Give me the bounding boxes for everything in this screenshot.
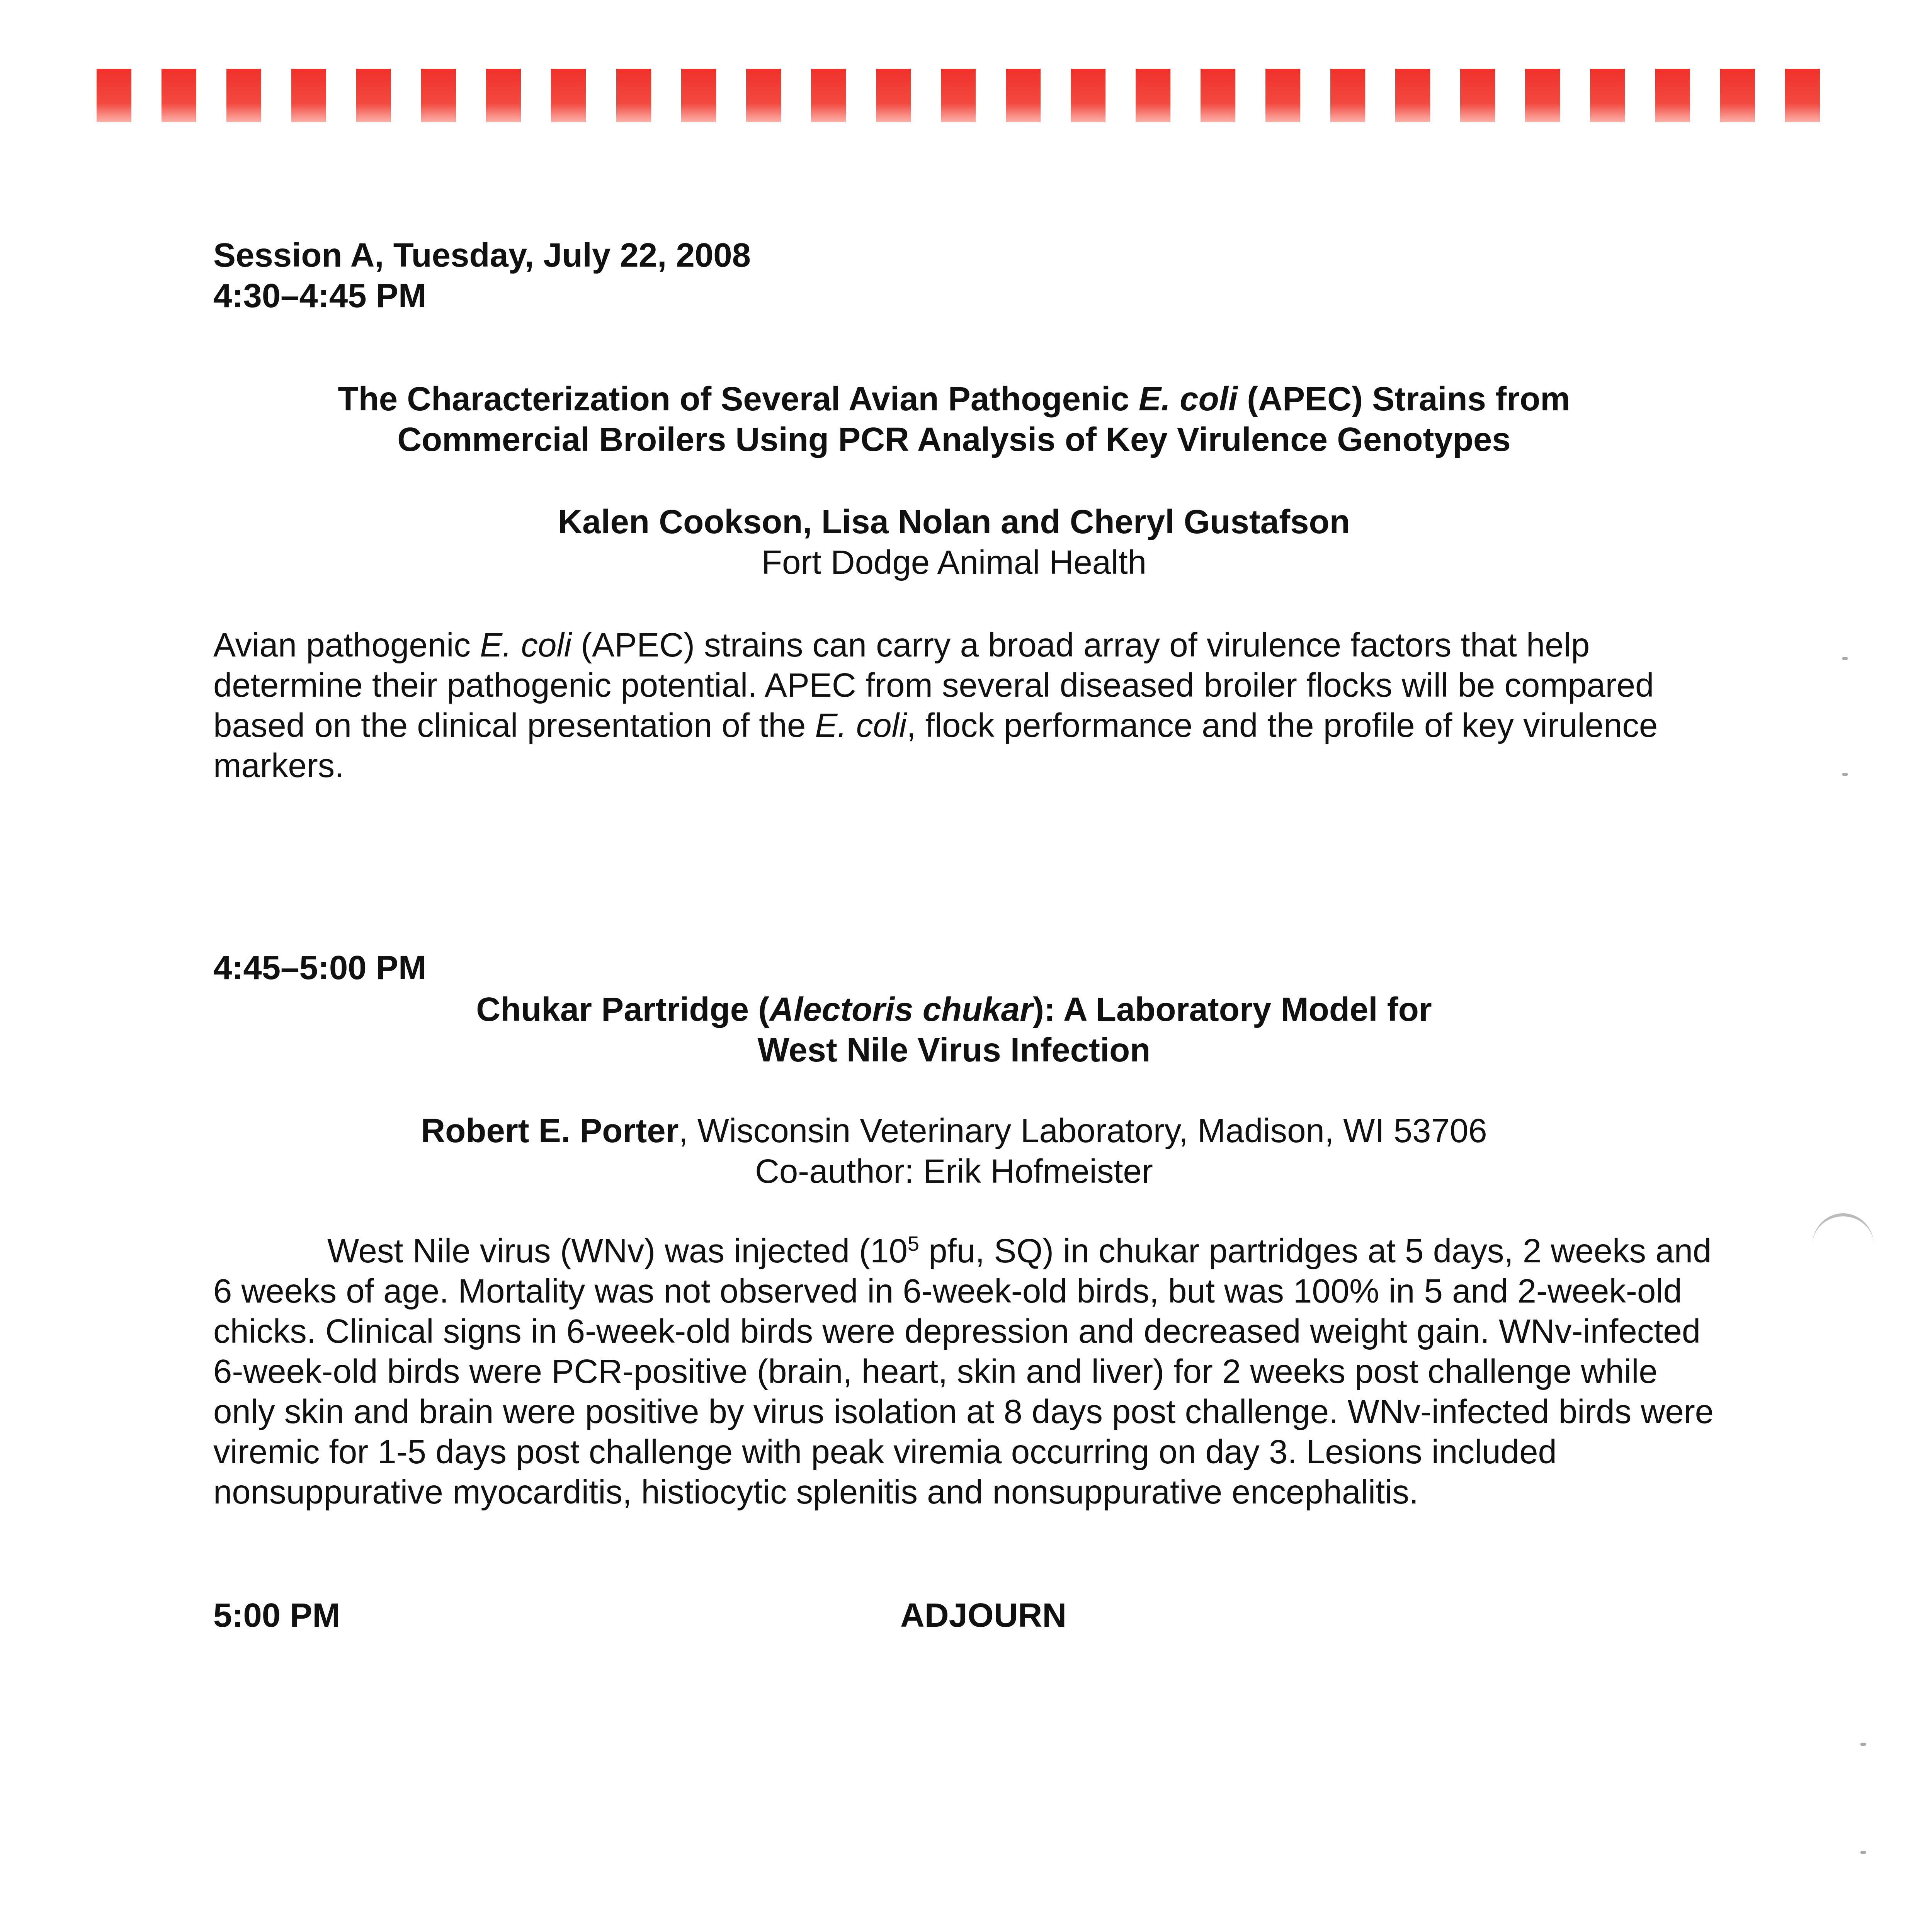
session-date: Session A, Tuesday, July 22, 2008 (213, 236, 751, 274)
red-border-block (356, 69, 391, 122)
session-header (213, 235, 751, 316)
scan-mark (1842, 773, 1848, 776)
talk1-affiliation: Fort Dodge Animal Health (761, 544, 1147, 581)
binder-hole-mark (1812, 1213, 1874, 1278)
talk1-abstract: Avian pathogenic E. coli (APEC) strains can carry a broad array of virulence factors that help determine their pathogenic potential. APEC from several diseased broiler flocks will be compared based on the clinical presentation of the E. coli, flock performance and the profile of key virulence markers. (213, 626, 1658, 784)
red-border-block (681, 69, 716, 122)
red-border-block (1460, 69, 1495, 122)
red-border-block (1590, 69, 1625, 122)
talk1-title (0, 379, 1908, 460)
red-border-block (746, 69, 781, 122)
red-border-block (1006, 69, 1041, 122)
red-border-block (616, 69, 651, 122)
talk2-title-line1: Chukar Partridge (Alectoris chukar): A Laboratory Model for (476, 991, 1432, 1028)
adjourn-time: 5:00 PM (213, 1597, 340, 1634)
talk1-title-line2: Commercial Broilers Using PCR Analysis of Key Virulence Genotypes (397, 421, 1511, 458)
red-border-block (551, 69, 586, 122)
talk2-author-line: Robert E. Porter, Wisconsin Veterinary Laboratory, Madison, WI 53706 (421, 1112, 1487, 1150)
red-border-block (1655, 69, 1690, 122)
red-border-block (1136, 69, 1170, 122)
top-red-border (97, 69, 1820, 122)
red-border-block (941, 69, 976, 122)
talk1-authors-block (0, 502, 1908, 583)
talk1-title-line1: The Characterization of Several Avian Pathogenic E. coli (APEC) Strains from (338, 380, 1570, 418)
red-border-block (486, 69, 521, 122)
talk2-title (0, 989, 1908, 1070)
session-time: 4:30–4:45 PM (213, 277, 427, 315)
red-border-block (1720, 69, 1755, 122)
red-border-block (1525, 69, 1560, 122)
talk2-coauthor: Co-author: Erik Hofmeister (755, 1153, 1153, 1190)
red-border-block (1330, 69, 1365, 122)
red-border-block (162, 69, 196, 122)
red-border-block (1071, 69, 1105, 122)
red-border-block (1265, 69, 1300, 122)
red-border-block (226, 69, 261, 122)
talk2-authors-block (0, 1111, 1908, 1192)
talk1-authors: Kalen Cookson, Lisa Nolan and Cheryl Gustafson (558, 503, 1350, 541)
scan-mark (1860, 1851, 1866, 1854)
scan-mark (1842, 657, 1848, 660)
red-border-block (1201, 69, 1235, 122)
talk2-title-line2: West Nile Virus Infection (757, 1031, 1151, 1069)
red-border-block (97, 69, 131, 122)
red-border-block (1785, 69, 1820, 122)
red-border-block (421, 69, 456, 122)
talk2-abstract: West Nile virus (WNv) was injected ($10^5$ pfu, SQ) in chukar partridges at 5 days, 2 weeks and 6 weeks of age. Mortality was not observed in 6-week-old birds, but was 100% in 5 and 2-week-old chicks. Clinical signs in 6-week-old birds were depression and decreased weight gain. WNv-infected 6-week-old birds were PCR-positive (brain, heart, skin and liver) for 2 weeks post challenge while only skin and brain were positive by virus isolation at 8 days post challenge. WNv-infected birds were viremic for 1-5 days post challenge with peak viremia occurring on day 3. Lesions included nonsuppurative myocarditis, histiocytic splenitis and nonsuppurative encephalitis. (213, 1232, 1714, 1511)
scan-mark (1860, 1743, 1866, 1746)
red-border-block (811, 69, 846, 122)
red-border-block (1395, 69, 1430, 122)
red-border-block (876, 69, 911, 122)
red-border-block (291, 69, 326, 122)
talk2-time: 4:45–5:00 PM (213, 949, 427, 986)
adjourn-label: ADJOURN (900, 1597, 1067, 1634)
